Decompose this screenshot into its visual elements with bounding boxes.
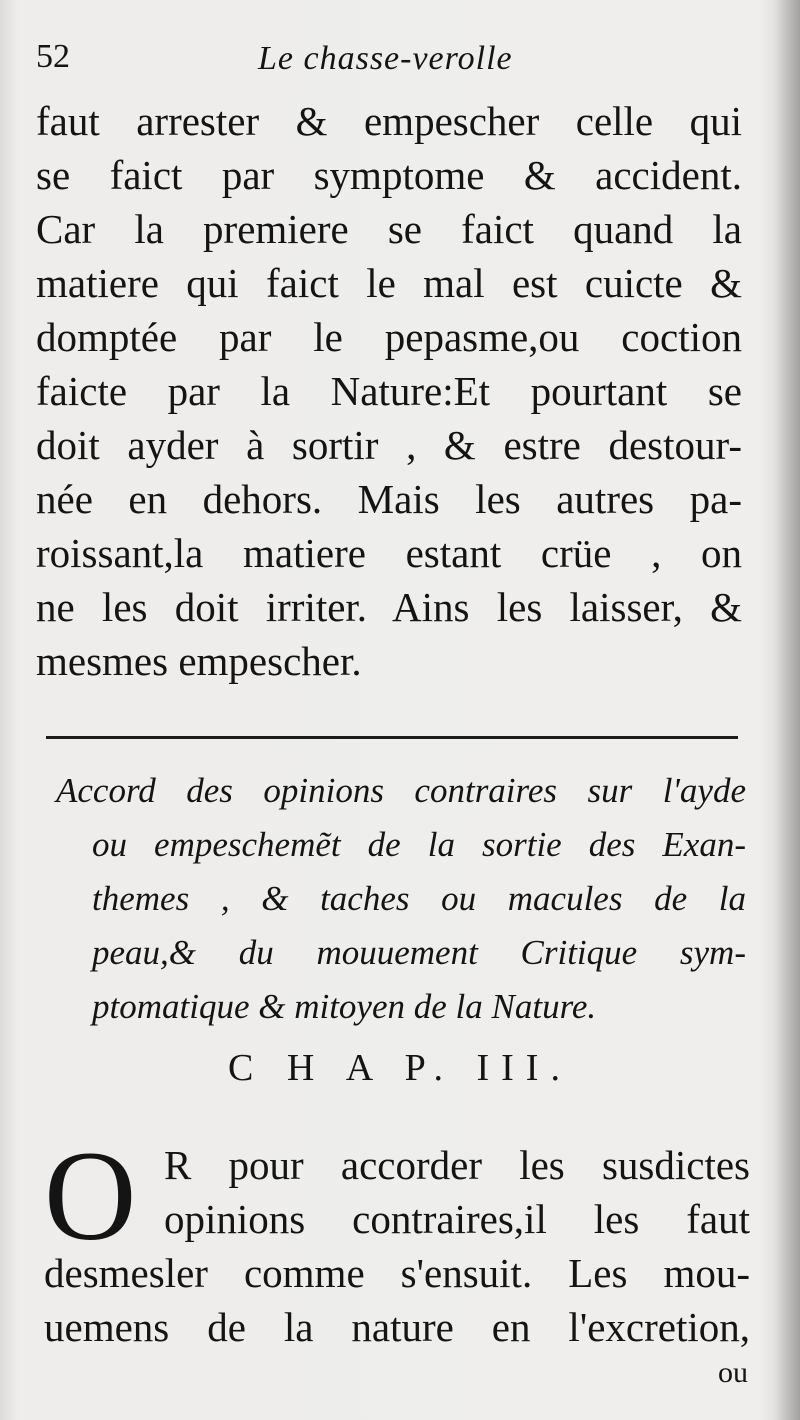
heading-line: themes , & taches ou macules de la [92, 879, 746, 918]
section-divider [46, 736, 738, 739]
heading-line: Accord des opinions contraires sur l'ayde [56, 771, 746, 810]
text-line: opinions contraires,il les faut [164, 1196, 750, 1242]
body-text [36, 94, 742, 688]
chapter-paragraph [44, 1138, 750, 1354]
heading-line: peau,& du mouuement Critique sym- [92, 933, 746, 972]
text-line: ne les doit irriter. Ains les laisser, & [36, 584, 742, 630]
gutter-shadow [774, 0, 800, 1420]
text-line: née en dehors. Mais les autres pa- [36, 476, 742, 522]
heading-line: ptomatique & mitoyen de la Nature. [92, 987, 597, 1026]
running-title: Le chasse-verolle [258, 40, 513, 77]
text-line: uemens de la nature en l'excretion, [44, 1304, 750, 1350]
text-line: Car la premiere se faict quand la [36, 206, 742, 252]
drop-cap: O [44, 1125, 137, 1267]
text-line: R pour accorder les susdictes [164, 1142, 750, 1188]
text-line: matiere qui faict le mal est cuicte & [36, 260, 742, 306]
text-line: doit ayder à sortir , & estre destour- [36, 422, 742, 468]
text-line: domptée par le pepasme,ou coction [36, 314, 742, 360]
text-line: faicte par la Nature:Et pourtant se [36, 368, 742, 414]
text-line: faut arrester & empescher celle qui [36, 98, 742, 144]
chapter-title: C H A P. III. [228, 1047, 572, 1089]
text-line: roissant,la matiere estant crüe , on [36, 530, 742, 576]
running-head [36, 38, 756, 86]
page-number: 52 [36, 38, 70, 75]
text-line: desmesler comme s'ensuit. Les mou- [44, 1250, 750, 1296]
text-line: se faict par symptome & accident. [36, 152, 742, 198]
catchword: ou [718, 1356, 748, 1389]
section-heading [56, 764, 746, 1034]
heading-line: ou empeschemẽt de la sortie des Exan- [92, 825, 746, 864]
text-line: mesmes empescher. [36, 638, 362, 684]
